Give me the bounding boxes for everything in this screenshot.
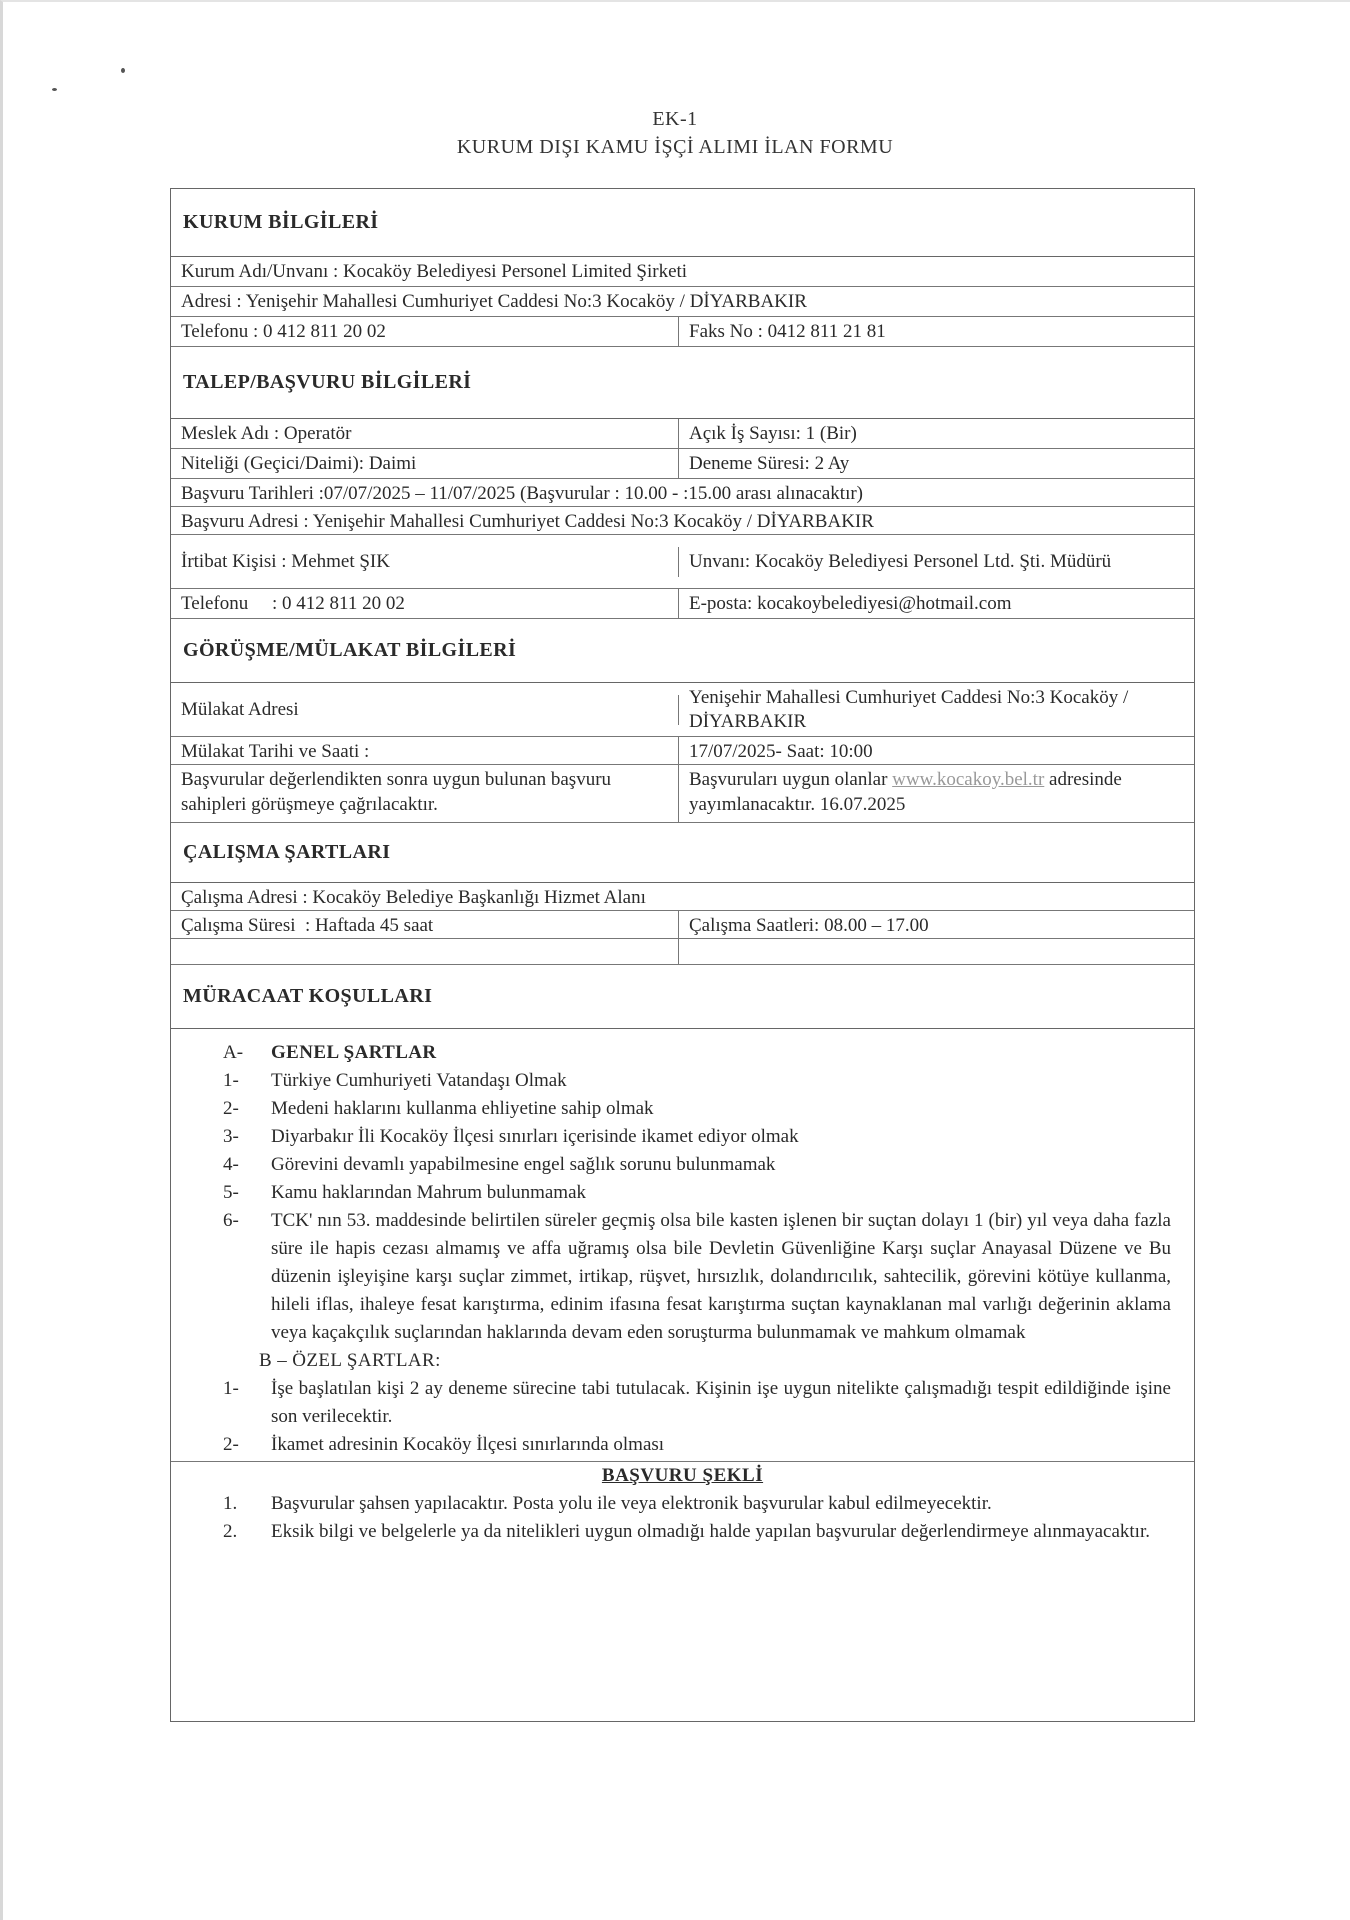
mulakat-adres-value: Yenişehir Mahallesi Cumhuriyet Caddesi No:3 Kocaköy / DİYARBAKIR: [689, 686, 1129, 732]
list-item-number: 6-: [223, 1210, 239, 1231]
talep-eposta: E-posta: kocakoybelediyesi@hotmail.com: [689, 593, 1012, 614]
calisma-saatleri: Çalışma Saatleri: 08.00 – 17.00: [689, 915, 929, 936]
empty-row: [171, 939, 1194, 965]
section-talep-heading: TALEP/BAŞVURU BİLGİLERİ: [171, 347, 1194, 419]
mulakat-tarih-value: 17/07/2025- Saat: 10:00: [689, 741, 873, 762]
calisma-adresi: Çalışma Adresi : Kocaköy Belediye Başkanlığı Hizmet Alanı: [181, 887, 646, 908]
list-item-number: 1.: [223, 1493, 238, 1514]
irtibat-row: [171, 535, 1194, 589]
list-item-text: Diyarbakır İli Kocaköy İlçesi sınırları içerisinde ikamet ediyor olmak: [271, 1126, 799, 1147]
list-item-number: 2.: [223, 1521, 238, 1542]
empty-cell: [171, 939, 679, 964]
ozel-sartlar-heading: [171, 1347, 1194, 1375]
mulakat-adres-label: Mülakat Adresi: [171, 695, 679, 725]
list-item-text: Eksik bilgi ve belgelerle ya da nitelikleri uygun olmadığı halde yapılan başvurular değerlendirmeye alınmayacaktır.: [271, 1521, 1150, 1542]
basvuru-tarih-row: [171, 479, 1194, 507]
basvuru-adres-row: [171, 507, 1194, 535]
calisma-sure-row: [171, 911, 1194, 939]
list-item: [171, 1207, 1194, 1347]
kurum-adi-row: [171, 257, 1194, 287]
mulakat-not-row: [171, 765, 1194, 823]
list-item: [171, 1375, 1194, 1431]
website-link[interactable]: www.kocakoy.bel.tr: [892, 769, 1045, 790]
kurum-faks: Faks No : 0412 811 21 81: [689, 321, 886, 342]
genel-title: GENEL ŞARTLAR: [271, 1042, 437, 1063]
list-item-text: Görevini devamlı yapabilmesine engel sağlık sorunu bulunmamak: [271, 1154, 776, 1175]
irtibat-kisisi: İrtibat Kişisi : Mehmet ŞIK: [171, 547, 679, 577]
talep-telefon: Telefonu : 0 412 811 20 02: [171, 589, 679, 618]
list-item: [171, 1179, 1194, 1207]
list-item-number: 1-: [223, 1070, 239, 1091]
mulakat-adres-row: [171, 683, 1194, 737]
list-item-number: 4-: [223, 1154, 239, 1175]
kurum-adresi: Adresi : Yenişehir Mahallesi Cumhuriyet Caddesi No:3 Kocaköy / DİYARBAKIR: [181, 291, 807, 312]
genel-sartlar-heading: [171, 1039, 1194, 1067]
ek-label: EK-1: [652, 108, 698, 130]
list-item: [171, 1067, 1194, 1095]
section-mulakat-heading: GÖRÜŞME/MÜLAKAT BİLGİLERİ: [171, 619, 1194, 683]
kurum-adi: Kurum Adı/Unvanı : Kocaköy Belediyesi Personel Limited Şirketi: [181, 261, 688, 282]
list-item-text: İşe başlatılan kişi 2 ay deneme sürecine tabi tutulacak. Kişinin işe uygun nitelikte çalışmadığı tespit edildiğinde işine son verilecektir.: [271, 1378, 1171, 1427]
meslek-row: [171, 419, 1194, 449]
section-muracaat-heading: MÜRACAAT KOŞULLARI: [171, 965, 1194, 1029]
deneme-suresi: Deneme Süresi: 2 Ay: [689, 453, 850, 474]
kurum-adres-row: [171, 287, 1194, 317]
mulakat-not-right: [679, 765, 1194, 822]
list-item-number: 2-: [223, 1098, 239, 1119]
list-item-text: Türkiye Cumhuriyeti Vatandaşı Olmak: [271, 1070, 567, 1091]
list-item-text: Medeni haklarını kullanma ehliyetine sahip olmak: [271, 1098, 654, 1119]
niteligi: Niteliği (Geçici/Daimi): Daimi: [171, 449, 679, 478]
list-item-text: İkamet adresinin Kocaköy İlçesi sınırlarında olması: [271, 1434, 665, 1455]
acik-is-sayisi: Açık İş Sayısı: 1 (Bir): [689, 423, 857, 444]
list-item-number: 1-: [223, 1378, 239, 1399]
list-item-text: Kamu haklarından Mahrum bulunmamak: [271, 1182, 587, 1203]
nitelik-row: [171, 449, 1194, 479]
list-item: [171, 1123, 1194, 1151]
list-item: [171, 1095, 1194, 1123]
list-item-number: 3-: [223, 1126, 239, 1147]
genel-list: [171, 1067, 1194, 1347]
page-title: KURUM DIŞI KAMU İŞÇİ ALIMI İLAN FORMU: [456, 136, 894, 158]
basvuru-sekli-title: BAŞVURU ŞEKLİ: [601, 1465, 764, 1486]
list-item-number: 2-: [223, 1434, 239, 1455]
list-item-number: 5-: [223, 1182, 239, 1203]
scan-speck: [121, 68, 125, 73]
basvuru-adresi: Başvuru Adresi : Yenişehir Mahallesi Cumhuriyet Caddesi No:3 Kocaköy / DİYARBAKIR: [181, 511, 874, 532]
ozel-list: [171, 1375, 1194, 1459]
kurum-telefon: Telefonu : 0 412 811 20 02: [171, 317, 679, 346]
empty-cell: [679, 939, 1194, 964]
mulakat-not-left: Başvurular değerlendikten sonra uygun bulunan başvuru sahipleri görüşmeye çağrılacaktır.: [171, 765, 679, 822]
calisma-adres-row: [171, 883, 1194, 911]
section-calisma-heading: ÇALIŞMA ŞARTLARI: [171, 823, 1194, 883]
not-right-pre: Başvuruları uygun olanlar: [689, 769, 893, 790]
not-right-post: adresinde yayımlanacaktır. 16.07.2025: [689, 769, 1122, 815]
list-item-text: Başvurular şahsen yapılacaktır. Posta yolu ile veya elektronik başvurular kabul edilmeyecektir.: [271, 1493, 992, 1514]
conditions-block: [171, 1029, 1194, 1550]
talep-telefon-row: [171, 589, 1194, 619]
basvuru-list: [171, 1490, 1194, 1546]
genel-prefix: A-: [223, 1042, 244, 1063]
list-item: [171, 1518, 1194, 1546]
section-kurum-heading: KURUM BİLGİLERİ: [171, 189, 1194, 257]
basvuru-tarihleri: Başvuru Tarihleri :07/07/2025 – 11/07/2025 (Başvurular : 10.00 - :15.00 arası alınacaktır): [181, 483, 864, 504]
list-item: [171, 1431, 1194, 1459]
calisma-suresi: Çalışma Süresi : Haftada 45 saat: [171, 911, 679, 938]
kurum-telefon-row: [171, 317, 1194, 347]
list-item: [171, 1490, 1194, 1518]
list-item-text: TCK' nın 53. maddesinde belirtilen süreler geçmiş olsa bile kasten işlenen bir suçtan dolayı 1 (bir) yıl veya daha fazla süre ile hapis cezası almamış ve affa uğramış olsa bile Devletin Güvenliğine Karşı suçlar Anayasal Düzene ve Bu düzenin işleyişine karşı suçlar zimmet, irtikap, rüşvet, hırsızlık, dolandırıcılık, sahtecilik, görevini kötüye kullanma, hileli iflas, ihaleye fesat karıştırma, edinim ifasına fesat karıştırma suçtan kaynaklanan mal varlığı değerinin aklama veya kaçakçılık suçlarından haklarında devam eden soruşturma bulunmamak ve mahkum olmamak: [271, 1210, 1171, 1343]
scan-speck: [52, 88, 57, 91]
meslek-adi: Meslek Adı : Operatör: [171, 419, 679, 448]
list-item: [171, 1151, 1194, 1179]
mulakat-tarih-label: Mülakat Tarihi ve Saati :: [171, 737, 679, 764]
form-table: [170, 188, 1195, 1722]
mulakat-tarih-row: [171, 737, 1194, 765]
irtibat-unvan: Unvanı: Kocaköy Belediyesi Personel Ltd. Şti. Müdürü: [689, 550, 1112, 572]
ozel-title: B – ÖZEL ŞARTLAR:: [259, 1350, 441, 1371]
